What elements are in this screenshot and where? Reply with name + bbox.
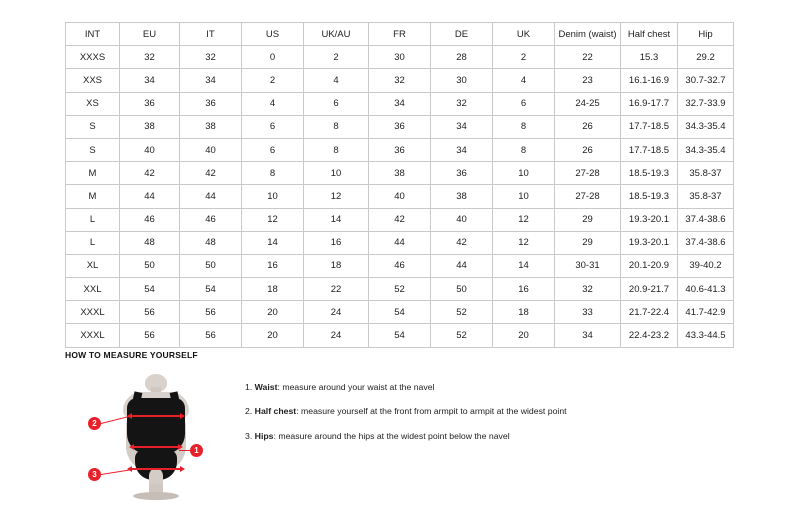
cell-int: L [66, 231, 120, 254]
cell-uk-au: 8 [304, 138, 369, 161]
cell-hip: 41.7-42.9 [678, 301, 734, 324]
cell-uk-au: 10 [304, 162, 369, 185]
column-header-us: US [242, 23, 304, 46]
cell-us: 18 [242, 278, 304, 301]
cell-int: S [66, 138, 120, 161]
mannequin-diagram [93, 372, 223, 507]
cell-uk: 8 [493, 138, 555, 161]
cell-denim-waist: 26 [555, 138, 621, 161]
cell-hip: 40.6-41.3 [678, 278, 734, 301]
cell-int: S [66, 115, 120, 138]
cell-int: M [66, 162, 120, 185]
marker-3-leader-line [101, 469, 131, 475]
measure-step-half-chest [245, 406, 567, 416]
cell-hip: 30.7-32.7 [678, 69, 734, 92]
cell-de: 42 [431, 231, 493, 254]
column-header-half-chest: Half chest [621, 23, 678, 46]
table-row [66, 324, 734, 347]
marker-2-badge: 2 [88, 417, 101, 430]
cell-uk-au: 22 [304, 278, 369, 301]
cell-half-chest: 19.3-20.1 [621, 208, 678, 231]
column-header-int: INT [66, 23, 120, 46]
cell-it: 36 [180, 92, 242, 115]
cell-uk-au: 14 [304, 208, 369, 231]
cell-it: 38 [180, 115, 242, 138]
cell-uk: 18 [493, 301, 555, 324]
cell-half-chest: 20.1-20.9 [621, 254, 678, 277]
cell-uk-au: 16 [304, 231, 369, 254]
cell-hip: 29.2 [678, 46, 734, 69]
step-3-number: 3. [245, 430, 253, 441]
cell-int: M [66, 185, 120, 208]
cell-fr: 52 [369, 278, 431, 301]
cell-de: 50 [431, 278, 493, 301]
step-2-number: 2. [245, 406, 253, 417]
cell-eu: 36 [120, 92, 180, 115]
table-row [66, 208, 734, 231]
table-row [66, 185, 734, 208]
cell-de: 52 [431, 301, 493, 324]
cell-fr: 40 [369, 185, 431, 208]
hips-measure-arrow-icon [131, 468, 181, 470]
table-row [66, 46, 734, 69]
cell-uk-au: 6 [304, 92, 369, 115]
cell-uk: 2 [493, 46, 555, 69]
cell-de: 34 [431, 138, 493, 161]
cell-denim-waist: 30-31 [555, 254, 621, 277]
cell-us: 6 [242, 115, 304, 138]
cell-half-chest: 17.7-18.5 [621, 138, 678, 161]
cell-it: 32 [180, 46, 242, 69]
cell-int: XS [66, 92, 120, 115]
table-header-row [66, 23, 734, 46]
cell-half-chest: 19.3-20.1 [621, 231, 678, 254]
cell-de: 30 [431, 69, 493, 92]
half-chest-measure-arrow-icon [131, 415, 181, 417]
cell-int: L [66, 208, 120, 231]
step-1-text: : measure around your waist at the navel [277, 382, 435, 392]
cell-it: 40 [180, 138, 242, 161]
cell-uk: 8 [493, 115, 555, 138]
cell-us: 2 [242, 69, 304, 92]
cell-it: 56 [180, 324, 242, 347]
cell-denim-waist: 27-28 [555, 162, 621, 185]
cell-uk-au: 24 [304, 301, 369, 324]
cell-us: 12 [242, 208, 304, 231]
cell-uk: 4 [493, 69, 555, 92]
table-row [66, 301, 734, 324]
step-2-text: : measure yourself at the front from armpit to armpit at the widest point [296, 406, 567, 417]
step-1-number: 1. [245, 382, 253, 392]
cell-denim-waist: 33 [555, 301, 621, 324]
cell-int: XXXS [66, 46, 120, 69]
cell-de: 28 [431, 46, 493, 69]
cell-half-chest: 21.7-22.4 [621, 301, 678, 324]
cell-half-chest: 16.1-16.9 [621, 69, 678, 92]
cell-denim-waist: 22 [555, 46, 621, 69]
cell-fr: 44 [369, 231, 431, 254]
cell-hip: 37.4-38.6 [678, 231, 734, 254]
cell-us: 16 [242, 254, 304, 277]
how-to-measure-section [65, 350, 765, 507]
cell-fr: 36 [369, 115, 431, 138]
cell-fr: 30 [369, 46, 431, 69]
cell-uk: 10 [493, 185, 555, 208]
cell-eu: 32 [120, 46, 180, 69]
cell-us: 20 [242, 301, 304, 324]
table-row [66, 69, 734, 92]
cell-half-chest: 20.9-21.7 [621, 278, 678, 301]
cell-us: 6 [242, 138, 304, 161]
cell-it: 34 [180, 69, 242, 92]
step-2-term: Half chest [254, 406, 297, 417]
table-row [66, 254, 734, 277]
cell-half-chest: 18.5-19.3 [621, 162, 678, 185]
cell-fr: 46 [369, 254, 431, 277]
table-row [66, 231, 734, 254]
cell-eu: 54 [120, 278, 180, 301]
cell-uk-au: 12 [304, 185, 369, 208]
cell-uk-au: 4 [304, 69, 369, 92]
column-header-eu: EU [120, 23, 180, 46]
cell-fr: 38 [369, 162, 431, 185]
cell-de: 36 [431, 162, 493, 185]
waist-measure-arrow-icon [133, 446, 179, 448]
cell-uk-au: 8 [304, 115, 369, 138]
table-row [66, 162, 734, 185]
cell-it: 54 [180, 278, 242, 301]
cell-de: 44 [431, 254, 493, 277]
column-header-de: DE [431, 23, 493, 46]
cell-de: 38 [431, 185, 493, 208]
cell-denim-waist: 29 [555, 208, 621, 231]
measure-step-waist [245, 382, 567, 392]
size-table [65, 22, 734, 348]
cell-us: 10 [242, 185, 304, 208]
cell-hip: 37.4-38.6 [678, 208, 734, 231]
cell-us: 8 [242, 162, 304, 185]
cell-it: 48 [180, 231, 242, 254]
cell-eu: 44 [120, 185, 180, 208]
cell-eu: 46 [120, 208, 180, 231]
cell-it: 56 [180, 301, 242, 324]
cell-uk-au: 2 [304, 46, 369, 69]
cell-int: XL [66, 254, 120, 277]
table-row [66, 92, 734, 115]
cell-int: XXS [66, 69, 120, 92]
cell-denim-waist: 26 [555, 115, 621, 138]
column-header-hip: Hip [678, 23, 734, 46]
step-1-term: Waist [254, 382, 278, 392]
cell-int: XXXL [66, 324, 120, 347]
cell-hip: 35.8-37 [678, 185, 734, 208]
cell-uk: 6 [493, 92, 555, 115]
marker-3-badge: 3 [88, 468, 101, 481]
cell-half-chest: 22.4-23.2 [621, 324, 678, 347]
cell-fr: 54 [369, 301, 431, 324]
cell-hip: 43.3-44.5 [678, 324, 734, 347]
measure-steps-list [245, 372, 567, 455]
cell-half-chest: 15.3 [621, 46, 678, 69]
cell-half-chest: 18.5-19.3 [621, 185, 678, 208]
cell-uk: 12 [493, 231, 555, 254]
cell-eu: 48 [120, 231, 180, 254]
step-3-text: : measure around the hips at the widest point below the navel [273, 430, 510, 441]
cell-us: 0 [242, 46, 304, 69]
cell-eu: 50 [120, 254, 180, 277]
cell-de: 40 [431, 208, 493, 231]
cell-eu: 40 [120, 138, 180, 161]
cell-hip: 39-40.2 [678, 254, 734, 277]
cell-fr: 54 [369, 324, 431, 347]
cell-us: 20 [242, 324, 304, 347]
swimsuit-leg-opening-icon [149, 468, 163, 484]
cell-denim-waist: 23 [555, 69, 621, 92]
size-table-head [66, 23, 734, 46]
how-to-measure-body [65, 372, 765, 507]
cell-de: 34 [431, 115, 493, 138]
mannequin-base-icon [133, 492, 179, 500]
step-3-term: Hips [254, 430, 274, 441]
cell-hip: 34.3-35.4 [678, 115, 734, 138]
cell-it: 50 [180, 254, 242, 277]
cell-uk: 16 [493, 278, 555, 301]
cell-eu: 38 [120, 115, 180, 138]
cell-de: 52 [431, 324, 493, 347]
cell-int: XXXL [66, 301, 120, 324]
cell-half-chest: 17.7-18.5 [621, 115, 678, 138]
cell-fr: 42 [369, 208, 431, 231]
cell-uk-au: 24 [304, 324, 369, 347]
cell-eu: 42 [120, 162, 180, 185]
cell-uk: 12 [493, 208, 555, 231]
table-row [66, 115, 734, 138]
cell-denim-waist: 29 [555, 231, 621, 254]
cell-denim-waist: 34 [555, 324, 621, 347]
cell-hip: 34.3-35.4 [678, 138, 734, 161]
cell-it: 46 [180, 208, 242, 231]
how-to-measure-title: HOW TO MEASURE YOURSELF [65, 350, 198, 360]
cell-uk: 20 [493, 324, 555, 347]
cell-uk-au: 18 [304, 254, 369, 277]
cell-denim-waist: 32 [555, 278, 621, 301]
table-row [66, 278, 734, 301]
cell-it: 44 [180, 185, 242, 208]
size-table-body [66, 46, 734, 347]
cell-uk: 10 [493, 162, 555, 185]
cell-eu: 34 [120, 69, 180, 92]
cell-denim-waist: 24-25 [555, 92, 621, 115]
column-header-it: IT [180, 23, 242, 46]
cell-denim-waist: 27-28 [555, 185, 621, 208]
cell-eu: 56 [120, 324, 180, 347]
measure-step-hips [245, 431, 567, 441]
cell-fr: 34 [369, 92, 431, 115]
column-header-fr: FR [369, 23, 431, 46]
column-header-uk: UK [493, 23, 555, 46]
column-header-denim-waist: Denim (waist) [555, 23, 621, 46]
cell-half-chest: 16.9-17.7 [621, 92, 678, 115]
cell-hip: 35.8-37 [678, 162, 734, 185]
size-table-container [65, 22, 733, 348]
cell-de: 32 [431, 92, 493, 115]
cell-hip: 32.7-33.9 [678, 92, 734, 115]
cell-us: 14 [242, 231, 304, 254]
cell-fr: 32 [369, 69, 431, 92]
cell-fr: 36 [369, 138, 431, 161]
cell-uk: 14 [493, 254, 555, 277]
marker-1-badge: 1 [190, 444, 203, 457]
column-header-uk-au: UK/AU [304, 23, 369, 46]
cell-it: 42 [180, 162, 242, 185]
cell-us: 4 [242, 92, 304, 115]
table-row [66, 138, 734, 161]
cell-eu: 56 [120, 301, 180, 324]
cell-int: XXL [66, 278, 120, 301]
